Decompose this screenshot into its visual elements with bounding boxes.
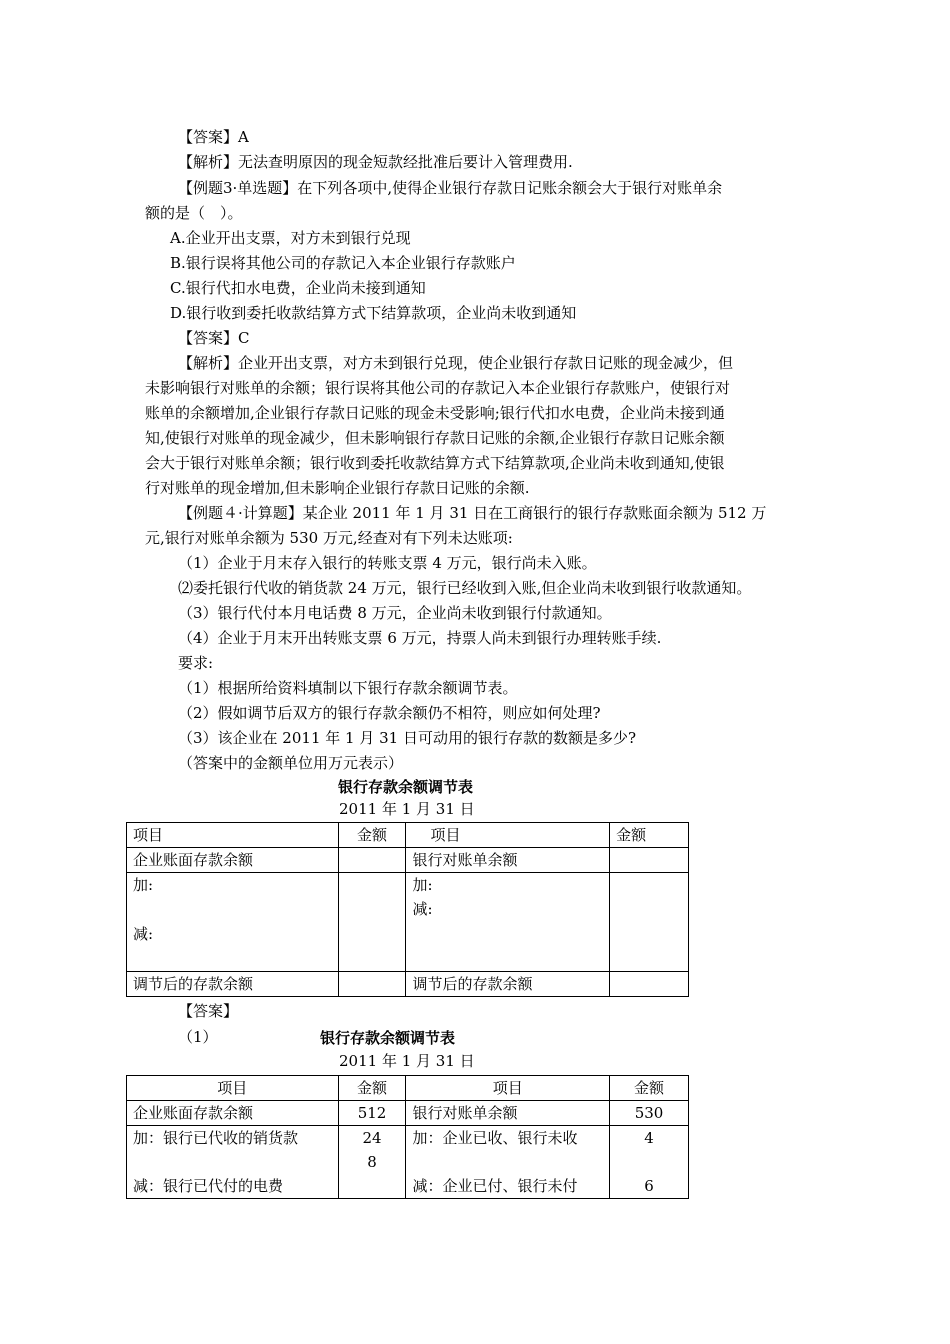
table1-book-balance: 企业账面存款余额 xyxy=(127,848,339,873)
question-4-line1: 【例题４·计算题】某企业 2011 年 1 月 31 日在工商银行的银行存款账面余额为 512 万 xyxy=(178,504,767,522)
item-1: （1）企业于月末存入银行的转账支票 4 万元，银行尚未入账。 xyxy=(178,554,597,572)
table2-header-item-right: 项目 xyxy=(406,1076,610,1101)
option-a: A.企业开出支票，对方未到银行兑现 xyxy=(170,229,411,247)
reconciliation-table-answer xyxy=(126,1075,689,1199)
table1-add-left: 加: xyxy=(133,876,154,894)
table2-book-balance-amount: 512 xyxy=(338,1101,406,1126)
table2-title: 银行存款余额调节表 xyxy=(320,1029,456,1047)
answer-part-1: （1） xyxy=(178,1028,218,1046)
table2-date: 2011 年 1 月 31 日 xyxy=(339,1052,475,1070)
option-b: B.银行误将其他公司的存款记入本企业银行存款账户 xyxy=(170,254,516,272)
table2-add-left-amount: 24 xyxy=(362,1129,382,1147)
table1-book-balance-amount xyxy=(338,848,406,873)
item-3: （3）银行代付本月电话费 8 万元，企业尚未收到银行付款通知。 xyxy=(178,604,612,622)
table1-add-right: 加: xyxy=(412,876,433,894)
table1-header-item-left: 项目 xyxy=(127,823,339,848)
analysis-2-line2: 未影响银行对账单的余额；银行误将其他公司的存款记入本企业银行存款账户，使银行对 xyxy=(145,379,731,397)
analysis-2-line6: 行对账单的现金增加,但未影响企业银行存款日记账的余额. xyxy=(145,479,530,497)
table2-adjust-right xyxy=(406,1126,610,1199)
analysis-1: 【解析】无法查明原因的现金短款经批准后要计入管理费用. xyxy=(178,153,573,171)
table2-adjust-left xyxy=(127,1126,339,1199)
table1-header-item-right: 项目 xyxy=(406,823,610,848)
requirement-3: （3）该企业在 2011 年 1 月 31 日可动用的银行存款的数额是多少? xyxy=(178,729,637,747)
answer-label-3: 【答案】 xyxy=(178,1002,239,1020)
table2-bank-balance: 银行对账单余额 xyxy=(406,1101,610,1126)
question-3-line2: 额的是（ ）。 xyxy=(145,204,243,222)
table1-sub-left: 减: xyxy=(133,925,154,943)
table2-sub-left: 减：银行已代付的电费 xyxy=(133,1177,284,1195)
analysis-2-line5: 会大于银行对账单余额；银行收到委托收款结算方式下结算款项,企业尚未收到通知,使银 xyxy=(145,454,725,472)
table2-sub-right-amount: 6 xyxy=(644,1177,654,1195)
analysis-2-line1: 【解析】企业开出支票，对方未到银行兑现，使企业银行存款日记账的现金减少，但 xyxy=(178,354,734,372)
table2-book-balance: 企业账面存款余额 xyxy=(127,1101,339,1126)
table2-add-right-amount: 4 xyxy=(644,1129,654,1147)
table1-adjusted-right-amount xyxy=(610,972,689,997)
table1-bank-balance: 银行对账单余额 xyxy=(406,848,610,873)
table1-bank-balance-amount xyxy=(610,848,689,873)
table1-adjust-left-amount xyxy=(338,873,406,972)
requirement-note: （答案中的金额单位用万元表示） xyxy=(178,754,404,772)
table2-adjust-right-amount xyxy=(610,1126,689,1199)
table2-add-right: 加：企业已收、银行未收 xyxy=(412,1129,578,1147)
table2-sub-right: 减：企业已付、银行未付 xyxy=(412,1177,578,1195)
item-2: ⑵委托银行代收的销货款 24 万元，银行已经收到入账,但企业尚未收到银行收款通知。 xyxy=(178,579,752,597)
table1-header-amount-right: 金额 xyxy=(610,823,689,848)
table1-adjust-left xyxy=(127,873,339,972)
table1-adjust-right-amount xyxy=(610,873,689,972)
table1-adjusted-left: 调节后的存款余额 xyxy=(127,972,339,997)
reconciliation-table-blank xyxy=(126,822,689,997)
requirements-label: 要求: xyxy=(178,654,214,672)
table2-sub-left-amount: 8 xyxy=(367,1153,377,1171)
table1-sub-right: 减: xyxy=(412,900,433,918)
requirement-1: （1）根据所给资料填制以下银行存款余额调节表。 xyxy=(178,679,518,697)
table1-adjust-right xyxy=(406,873,610,972)
question-3-line1: 【例题3·单选题】在下列各项中,使得企业银行存款日记账余额会大于银行对账单余 xyxy=(178,179,723,197)
question-4-line2: 元,银行对账单余额为 530 万元,经查对有下列未达账项: xyxy=(145,529,513,547)
analysis-2-line3: 账单的余额增加,企业银行存款日记账的现金未受影响;银行代扣水电费，企业尚未接到通 xyxy=(145,404,725,422)
table1-header-amount-left: 金额 xyxy=(338,823,406,848)
table2-header-amount-right: 金额 xyxy=(610,1076,689,1101)
answer-label-1: 【答案】A xyxy=(178,128,249,146)
table1-adjusted-right: 调节后的存款余额 xyxy=(406,972,610,997)
table2-add-left: 加：银行已代收的销货款 xyxy=(133,1129,299,1147)
table2-bank-balance-amount: 530 xyxy=(610,1101,689,1126)
item-4: （4）企业于月末开出转账支票 6 万元，持票人尚未到银行办理转账手续. xyxy=(178,629,662,647)
option-c: C.银行代扣水电费，企业尚未接到通知 xyxy=(170,279,426,297)
table2-header-item-left: 项目 xyxy=(127,1076,339,1101)
table1-date: 2011 年 1 月 31 日 xyxy=(339,800,475,818)
table2-adjust-left-amount xyxy=(338,1126,406,1199)
table1-title: 银行存款余额调节表 xyxy=(338,778,474,796)
analysis-2-line4: 知,使银行对账单的现金减少，但未影响银行存款日记账的余额,企业银行存款日记账余额 xyxy=(145,429,725,447)
answer-label-2: 【答案】C xyxy=(178,329,250,347)
option-d: D.银行收到委托收款结算方式下结算款项，企业尚未收到通知 xyxy=(170,304,577,322)
table2-header-amount-left: 金额 xyxy=(338,1076,406,1101)
requirement-2: （2）假如调节后双方的银行存款余额仍不相符，则应如何处理? xyxy=(178,704,601,722)
table1-adjusted-left-amount xyxy=(338,972,406,997)
